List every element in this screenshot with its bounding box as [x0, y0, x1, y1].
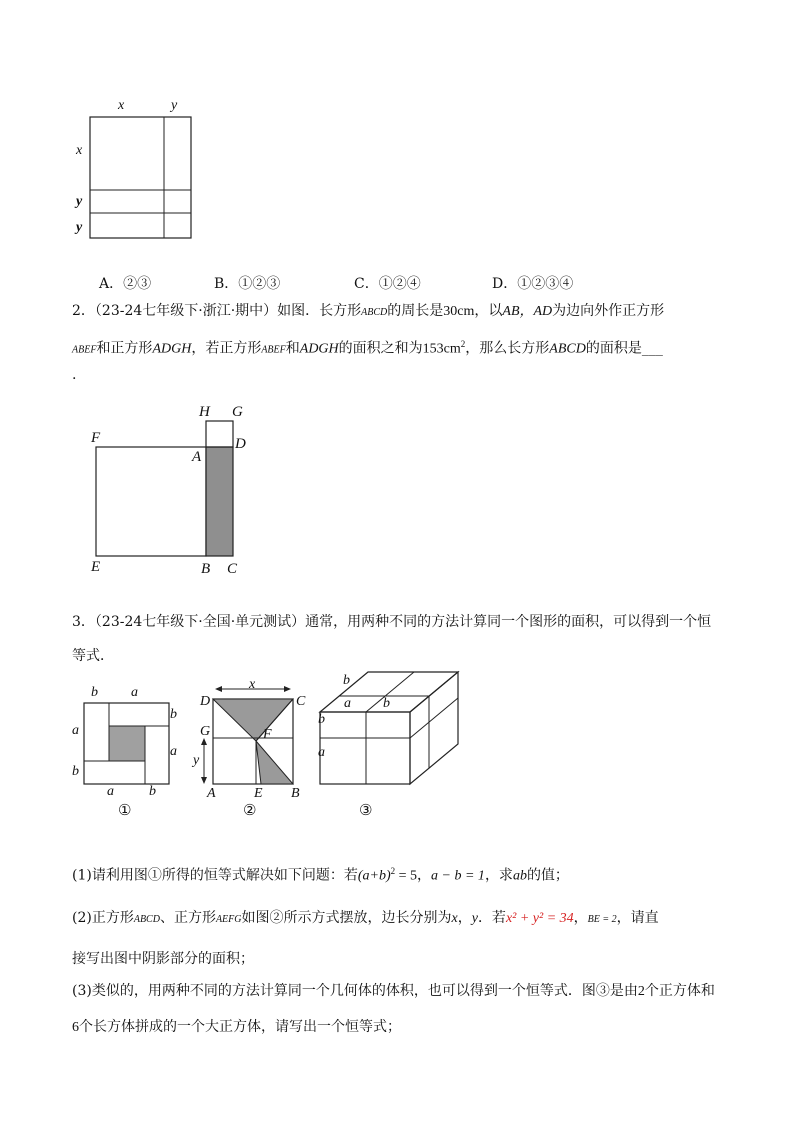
q3-sub-3-cont: 6个长方体拼成的一个大正方体，请写出一个恒等式； [72, 1019, 401, 1035]
fig2-label-y: y [193, 753, 200, 768]
fig1-label-b-right: b [170, 707, 177, 722]
grid-figure [70, 95, 210, 245]
fig2-label-E: E [254, 786, 263, 801]
q2-label-B: B [201, 561, 211, 577]
option-d: D．①②③④ [492, 276, 574, 292]
answer-blank[interactable]: ___ [641, 340, 663, 357]
q2-label-H: H [199, 404, 210, 420]
q2-figure [80, 400, 260, 580]
q2-line-1: 2．（23-24七年级下·浙江·期中）如图．长方形ABCD的周长是30cm，以AB，AD为边向外作正方形 [72, 303, 665, 319]
grid-label-y-top: y [171, 98, 178, 113]
grid-label-x-top: x [118, 98, 125, 113]
q2-line-2: ABEF和正方形ADGH，若正方形ABEF和ADGH的面积之和为$153cm^2$，那么长方形ABCD的面积是___ [72, 339, 663, 357]
q2-label-A: A [192, 449, 202, 465]
fig2-label-A: A [207, 786, 216, 801]
q3-sub-2-cont: 接写出图中阴影部分的面积； [72, 951, 254, 967]
fig1-label-b-bottom: b [149, 784, 156, 799]
fig1-label-a-bottom: a [107, 784, 114, 799]
q3-sub-questions [72, 855, 762, 1055]
q3-sub-1: (1)请利用图①所得的恒等式解决如下问题：若$(a+b)^2 = 5$，a − b = 1，求ab的值； [72, 866, 569, 884]
fig2-label-x: x [249, 677, 256, 692]
fig2-label-F: F [263, 727, 272, 742]
fig2-label-B: B [291, 786, 300, 801]
q3-sub-2: (2)正方形ABCD、正方形AEFG如图②所示方式摆放，边长分别为x，y．若x² + y² = 34，BE = 2，请直 [72, 910, 659, 926]
option-c: C．①②④ [354, 276, 421, 292]
fig2-label-D: D [200, 694, 211, 709]
fig1-label-a-right: a [170, 744, 177, 759]
fig1-caption: ① [118, 801, 132, 819]
q3-line-1: 3．（23-24七年级下·全国·单元测试）通常，用两种不同的方法计算同一个图形的面积，可以得到一个恒 [72, 614, 712, 630]
fig1-label-b-left: b [72, 764, 79, 779]
q3-figure-3 [310, 660, 470, 800]
fig1-label-a-top: a [131, 685, 138, 700]
grid-label-y-left-2: y [76, 220, 83, 235]
fig3-caption: ③ [359, 801, 373, 819]
option-b: B．①②③ [214, 276, 281, 292]
question-2 [72, 301, 732, 391]
q2-line-3: . [72, 367, 77, 383]
q2-label-G: G [232, 404, 243, 420]
q2-label-E: E [91, 559, 101, 575]
grid-label-x-left: x [76, 143, 83, 158]
q3-line-2: 等式． [72, 648, 114, 664]
fig3-label-a-2: a [318, 745, 325, 760]
fig3-label-a-1: a [344, 696, 351, 711]
fig1-label-b-top: b [91, 685, 98, 700]
fig3-label-b-2: b [383, 696, 390, 711]
fig1-label-a-left: a [72, 723, 79, 738]
q2-label-F: F [91, 430, 101, 446]
q2-label-C: C [227, 561, 238, 577]
q3-sub-3: (3)类似的，用两种不同的方法计算同一个几何体的体积，也可以得到一个恒等式．图③是由2个正方体和 [72, 983, 715, 999]
fig2-caption: ② [243, 801, 257, 819]
grid-label-y-left-1: y [76, 194, 83, 209]
option-a: A．②③ [99, 276, 152, 292]
fig2-label-G: G [200, 724, 211, 739]
fig3-label-b-left: b [318, 712, 325, 727]
fig3-label-b-1: b [343, 673, 350, 688]
fig2-label-C: C [296, 694, 306, 709]
q2-label-D: D [235, 436, 246, 452]
